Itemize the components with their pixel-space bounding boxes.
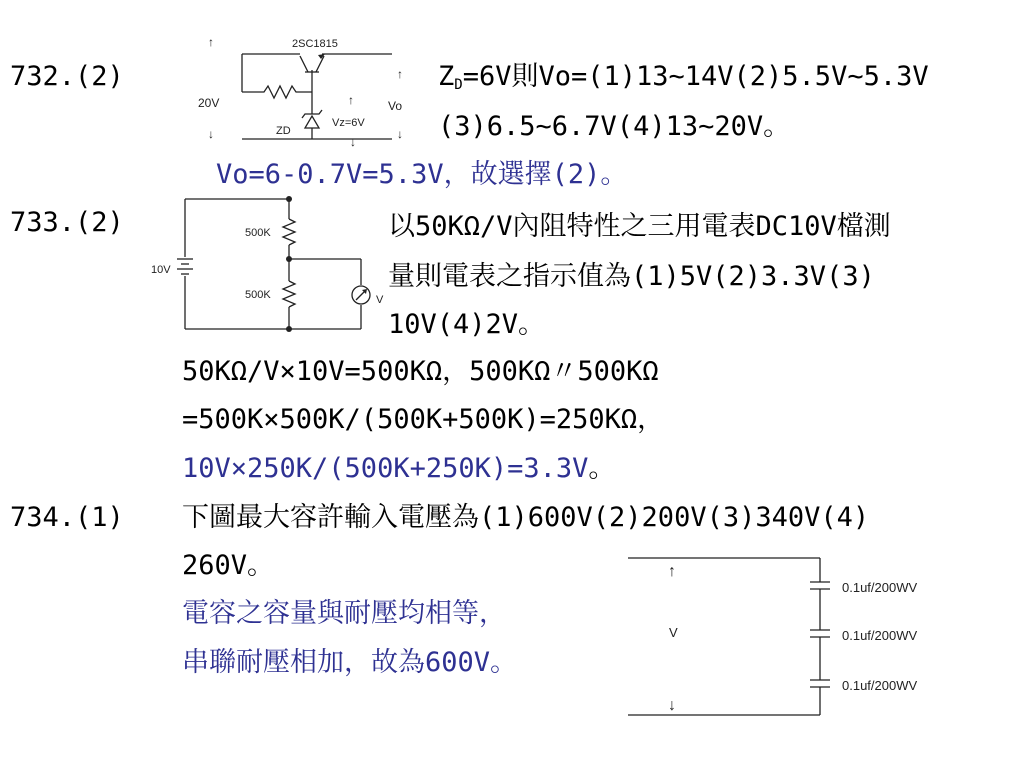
q732-sub: D: [454, 77, 463, 93]
input-arrow-down-icon: ↓: [208, 127, 214, 141]
q733-circuit: [145, 195, 390, 335]
output-arrow-down-icon: ↓: [397, 127, 403, 141]
vz-arrow-up-icon: ↑: [348, 93, 354, 107]
q733-answer: 10V×250K/(500K+250K)=3.3V: [182, 453, 589, 484]
q734-answer-line1: 電容之容量與耐壓均相等，: [182, 598, 506, 629]
q734-answer-line2: 串聯耐壓相加，故為600V。: [182, 647, 518, 678]
source-label: 10V: [151, 264, 171, 276]
r1-label: 500K: [245, 227, 271, 239]
v-label: V: [669, 625, 678, 640]
junction-bottom-dot: [286, 326, 292, 332]
q733-solution-line3: [182, 454, 615, 484]
vz-label: Vz=6V: [332, 117, 365, 129]
r2-label: 500K: [245, 289, 271, 301]
q733-question-line2: 量則電表之指示值為(1)5V(2)3.3V(3): [388, 261, 875, 292]
q732-number: 732.(2): [10, 61, 124, 92]
zener-label: ZD: [276, 125, 291, 137]
q732-question-line2: (3)6.5~6.7V(4)13~20V。: [438, 111, 791, 142]
q733-number: 733.(2): [10, 207, 124, 238]
c3-label: 0.1uf/200WV: [842, 678, 918, 693]
output-label: Vo: [388, 99, 403, 113]
q733-solution-line2: =500K×500K/(500K+500K)=250KΩ，: [182, 404, 665, 435]
meter-label: V: [376, 294, 384, 306]
q732-z: Z: [438, 61, 455, 92]
q732-question-line1: [438, 62, 929, 100]
junction-mid-dot: [286, 256, 292, 262]
junction-top-dot: [286, 196, 292, 202]
v-arrow-down-icon: ↓: [668, 697, 676, 714]
q734-circuit: [620, 552, 960, 722]
v-arrow-up-icon: ↑: [668, 563, 676, 580]
c2-label: 0.1uf/200WV: [842, 628, 918, 643]
q732-answer: Vo=6-0.7V=5.3V，故選擇(2)。: [216, 159, 628, 190]
q733-question-line3: 10V(4)2V。: [388, 309, 546, 340]
q733-question-line1: 以50KΩ/V內阻特性之三用電表DC10V檔測: [388, 211, 891, 242]
q733-answer-end: 。: [588, 453, 616, 484]
q734-question-line1: 下圖最大容許輸入電壓為(1)600V(2)200V(3)340V(4): [182, 502, 870, 533]
transistor-label: 2SC1815: [292, 38, 338, 50]
q732-rest: =6V則Vo=(1)13~14V(2)5.5V~5.3V: [462, 61, 929, 92]
q733-solution-line1: 50KΩ/V×10V=500KΩ，500KΩ〃500KΩ: [182, 356, 659, 387]
vz-arrow-down-icon: ↓: [350, 135, 356, 149]
output-arrow-up-icon: ↑: [397, 67, 403, 81]
c1-label: 0.1uf/200WV: [842, 580, 918, 595]
input-voltage-label: 20V: [198, 96, 220, 110]
q732-circuit: [192, 34, 422, 154]
q734-question-line2: 260V。: [182, 550, 275, 581]
input-arrow-up-icon: ↑: [208, 35, 214, 49]
q734-number: 734.(1): [10, 502, 124, 533]
